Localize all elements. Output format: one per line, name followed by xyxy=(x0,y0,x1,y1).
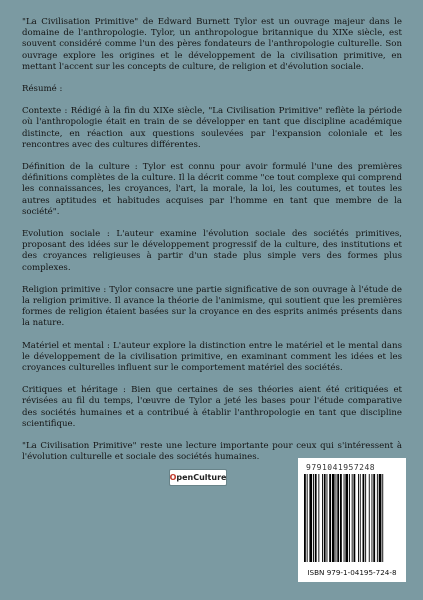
logo-o: O xyxy=(169,473,177,482)
barcode-bar xyxy=(345,474,348,562)
barcode-bar xyxy=(332,474,335,562)
barcode-bar xyxy=(372,474,373,562)
isbn-barcode xyxy=(298,458,406,582)
barcode-bar xyxy=(369,474,370,562)
barcode-bar xyxy=(344,474,345,562)
barcode-bar xyxy=(382,474,383,562)
barcode-bar xyxy=(377,474,378,562)
barcode-bar xyxy=(354,474,356,562)
barcode-bar xyxy=(352,474,353,562)
conclusion-paragraph: "La Civilisation Primitive" reste une lecture importante pour ceux qui s'intéressent à l'évolution culturelle et sociale des sociétés humaines. xyxy=(22,441,402,463)
summary-text xyxy=(22,17,402,475)
barcode-bar xyxy=(324,474,326,562)
barcode-bar xyxy=(340,474,342,562)
context-paragraph: Contexte : Rédigé à la fin du XIXe siècle, "La Civilisation Primitive" reflète la période où l'anthropologie était en train de se développer en tant que discipline académique distincte, en réaction aux questions soulevées par l'expansion coloniale et les rencontres avec des cultures différentes. xyxy=(22,106,402,150)
barcode-bar xyxy=(322,474,323,562)
logo-rest: penCulture xyxy=(176,473,227,482)
intro-paragraph: "La Civilisation Primitive" de Edward Burnett Tylor est un ouvrage majeur dans le domaine de l'anthropologie. Tylor, un anthropologue britannique du XIXe siècle, est souvent considéré comme l'un des pères fondateurs de l'anthropologie culturelle. Son ouvrage explore les origines et le développement de la civilisation primitive, en mettant l'accent sur les concepts de culture, de religion et d'évolution sociale. xyxy=(22,17,402,72)
barcode-bar xyxy=(349,474,350,562)
social-evolution-paragraph: Evolution sociale : L'auteur examine l'évolution sociale des sociétés primitives, proposant des idées sur le développement progressif de la culture, des institutions et des croyances religieuses à partir d'un stade plus simple vers des formes plus complexes. xyxy=(22,229,402,273)
barcode-bar xyxy=(360,474,361,562)
barcode-bar xyxy=(315,474,317,562)
isbn-number: ISBN 979-1-04195-724-8 xyxy=(307,568,397,577)
barcode-bar xyxy=(336,474,337,562)
barcode-bar xyxy=(309,474,312,562)
barcode-bars xyxy=(304,474,400,562)
barcode-bar xyxy=(365,474,366,562)
summary-heading: Résumé : xyxy=(22,84,63,95)
openculture-logo xyxy=(170,470,226,485)
barcode-top-digits: 9791041957248 xyxy=(306,463,376,472)
barcode-bar xyxy=(373,474,375,562)
barcode-bar xyxy=(329,474,331,562)
primitive-religion-paragraph: Religion primitive : Tylor consacre une partie significative de son ouvrage à l'étude de la religion primitive. Il avance la théorie de l'animisme, qui soutient que les premières formes de religion étaient basées sur la croyance en des esprits animés présents dans la nature. xyxy=(22,284,402,329)
barcode-bar xyxy=(363,474,365,562)
barcode-bar xyxy=(327,474,328,562)
material-mental-paragraph: Matériel et mental : L'auteur explore la distinction entre le matériel et le mental dans le développement de la civilisation primitive, en examinant comment les idées et les croyances culturelles influent sur le comportement matériel des sociétés. xyxy=(22,340,402,374)
barcode-bar xyxy=(379,474,382,562)
barcode-bar xyxy=(307,474,308,562)
barcode-bar xyxy=(337,474,339,562)
barcode-bar xyxy=(313,474,314,562)
barcode-bar xyxy=(304,474,306,562)
critiques-paragraph: Critiques et héritage : Bien que certaines de ses théories aient été critiquées et révisées au fil du temps, l'œuvre de Tylor a jeté les bases pour l'étude comparative des sociétés humaines et a contribué à établir l'anthropologie en tant que discipline scientifique. xyxy=(22,385,402,429)
culture-definition-paragraph: Définition de la culture : Tylor est connu pour avoir formulé l'une des premières définitions complètes de la culture. Il la décrit comme "ce tout complexe qui comprend les connaissances, les croyances, l'art, la morale, la loi, les coutumes, et toutes les autres aptitudes et habitudes acquises par l'homme en tant que membre de la société". xyxy=(22,162,402,217)
barcode-bar xyxy=(358,474,359,562)
barcode-bar xyxy=(318,474,319,562)
